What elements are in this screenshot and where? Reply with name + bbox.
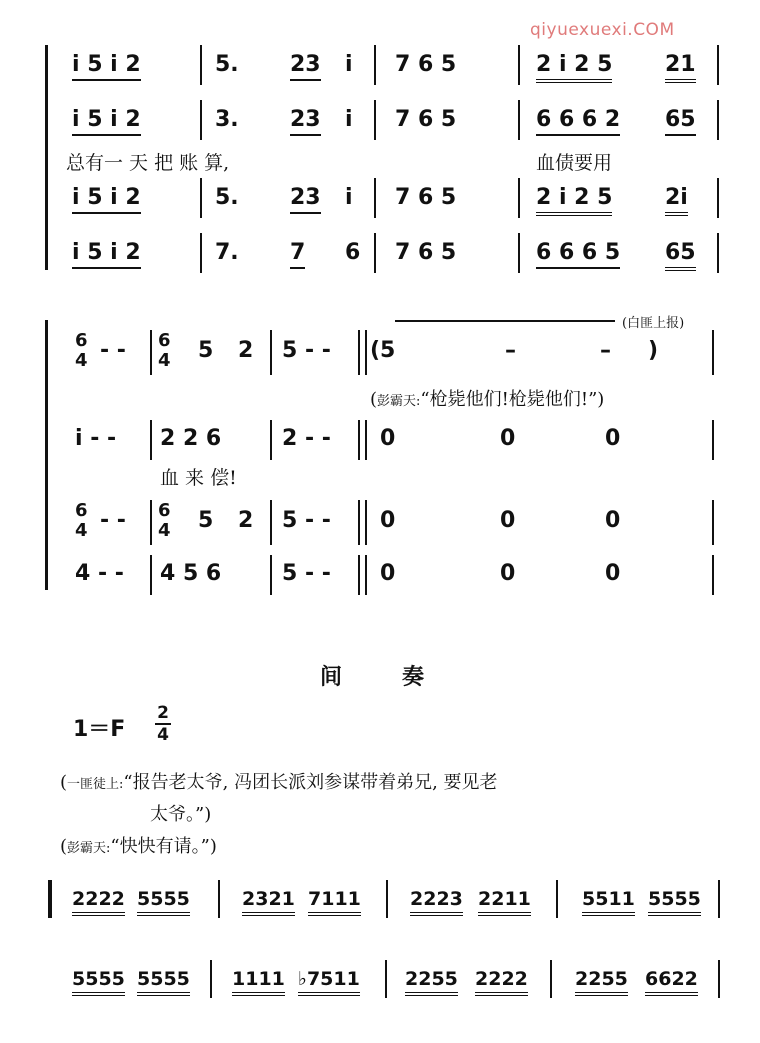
watermark: qiyuexuexi.COM: [530, 20, 675, 40]
s2-r1-m4a: (5: [370, 338, 396, 363]
s2-r3-num: 6: [75, 500, 88, 521]
s2-r3-den2: 4: [158, 520, 171, 541]
il-bar: [550, 960, 552, 998]
s2-bar: [150, 420, 152, 460]
s2-bar: [270, 555, 272, 595]
s2-r1-den: 4: [75, 350, 88, 371]
s1-r3-m3: 7 6 5: [395, 185, 457, 210]
s1-row-2: [0, 107, 760, 147]
s2-r1-num: 6: [75, 330, 88, 351]
s2-r1-m4b: –: [505, 338, 516, 363]
s1-r4-m4a: 6 6 6 5: [536, 240, 620, 269]
s1-r1-m2c: i: [345, 52, 353, 77]
s1-bar: [374, 45, 376, 85]
s1-r4-m2a: 7.: [215, 240, 239, 265]
s2-r4-r3: 0: [605, 561, 621, 586]
s2-bar: [270, 500, 272, 545]
il1-g2: 5555: [137, 888, 190, 916]
s2-r1-n2: 2: [238, 338, 254, 363]
s1-r3-m2a: 5.: [215, 185, 239, 210]
s1-r3-m1: i 5 i 2: [72, 185, 141, 214]
s2-double-bar: [358, 420, 367, 460]
il2-g3: 1111: [232, 968, 285, 996]
s2-bar: [712, 330, 714, 375]
speech2-text: “报告老太爷, 冯团长派刘参谋带着弟兄, 要见老: [123, 772, 498, 793]
s1-bar: [518, 178, 520, 218]
key-signature: 1＝F: [73, 717, 126, 742]
s1-r2-m4b: 65: [665, 107, 696, 136]
s1-r1-m1: i 5 i 2: [72, 52, 141, 81]
s1-r1-m4a: 2 i 2 5: [536, 52, 612, 83]
il2-g8: 6622: [645, 968, 698, 996]
s1-r4-m2c: 6: [345, 240, 361, 265]
s1-bar: [200, 233, 202, 273]
s2-crescendo-line: [395, 320, 615, 322]
s2-speech1-text: “枪毙他们!枪毙他们!”): [420, 389, 605, 410]
s2-r2-m1: i - -: [75, 426, 117, 451]
s2-r2-m3: 2 - -: [282, 426, 331, 451]
interlude-line-1: [0, 888, 760, 928]
s2-bar: [712, 420, 714, 460]
s2-row-3: [0, 500, 760, 548]
s2-r3-r2: 0: [500, 508, 516, 533]
s1-r3-m2b: 23: [290, 185, 321, 214]
s1-bar: [374, 233, 376, 273]
s2-r4-r2: 0: [500, 561, 516, 586]
speech3: (彭霸天:“快快有请。”): [60, 836, 217, 857]
s2-speech1: (彭霸天:“枪毙他们!枪毙他们!”): [370, 389, 605, 410]
s1-r2-m1: i 5 i 2: [72, 107, 141, 136]
speech2: (一匪徒上:“报告老太爷, 冯团长派刘参谋带着弟兄, 要见老: [60, 772, 498, 793]
section-title: 间奏: [320, 664, 485, 690]
s2-r3-r3: 0: [605, 508, 621, 533]
il2-g6: 2222: [475, 968, 528, 996]
s1-r2-m2c: i: [345, 107, 353, 132]
s1-row-1: [0, 52, 760, 92]
s1-bar: [717, 100, 719, 140]
speech2-who: 一匪徒上:: [67, 777, 124, 792]
time-bottom: 4: [157, 725, 169, 745]
s2-r3-den: 4: [75, 520, 88, 541]
s2-r4-m1: 4 - -: [75, 561, 124, 586]
s1-r2-m4a: 6 6 6 2: [536, 107, 620, 136]
il2-g7: 2255: [575, 968, 628, 996]
il-bar: [385, 960, 387, 998]
s2-r1-den2: 4: [158, 350, 171, 371]
il2-g1: 5555: [72, 968, 125, 996]
s2-r1-dash: - -: [100, 338, 126, 363]
s2-row-4: [0, 561, 760, 601]
il2-g2: 5555: [137, 968, 190, 996]
s2-r3-n5: 5: [198, 508, 214, 533]
s1-lyric-b: 血债要用: [536, 152, 613, 174]
s2-bar: [270, 330, 272, 375]
s1-r2-m3: 7 6 5: [395, 107, 457, 132]
s1-r3-m2c: i: [345, 185, 353, 210]
s1-bar: [717, 233, 719, 273]
il2-g4: ♭7511: [298, 968, 360, 996]
s2-bar: [270, 420, 272, 460]
il-bar: [556, 880, 558, 918]
s1-lyric-a: 总有一 天 把 账 算,: [66, 152, 230, 174]
il1-g6: 2211: [478, 888, 531, 916]
il-bar: [210, 960, 212, 998]
il-bar: [218, 880, 220, 918]
s2-r1-m4c: –: [600, 338, 611, 363]
s1-bar: [374, 100, 376, 140]
il1-g3: 2321: [242, 888, 295, 916]
s1-r3-m4b: 2i: [665, 185, 688, 216]
s2-r3-num2: 6: [158, 500, 171, 521]
s1-bar: [200, 100, 202, 140]
s2-note-right: (白匪上报): [622, 316, 685, 331]
il2-g5: 2255: [405, 968, 458, 996]
s2-bar: [712, 555, 714, 595]
s1-bar: [717, 178, 719, 218]
s2-double-bar: [358, 500, 367, 545]
s1-r1-m3: 7 6 5: [395, 52, 457, 77]
il-bar: [386, 880, 388, 918]
s1-bar: [518, 100, 520, 140]
s1-row-3: [0, 185, 760, 225]
il1-g7: 5511: [582, 888, 635, 916]
il1-g4: 7111: [308, 888, 361, 916]
s1-r4-m1: i 5 i 2: [72, 240, 141, 269]
s2-double-bar: [358, 555, 367, 595]
time-signature: [155, 704, 171, 744]
s1-bar: [200, 178, 202, 218]
s1-bar: [717, 45, 719, 85]
s2-bar: [150, 330, 152, 375]
s2-bar: [712, 500, 714, 545]
s2-double-bar: [358, 330, 367, 375]
s1-r1-m4b: 21: [665, 52, 696, 83]
s1-r4-m3: 7 6 5: [395, 240, 457, 265]
il1-g8: 5555: [648, 888, 701, 916]
s2-r2-r3: 0: [605, 426, 621, 451]
s2-r3-r1: 0: [380, 508, 396, 533]
s2-r1-num2: 6: [158, 330, 171, 351]
s1-row-4: [0, 240, 760, 280]
s1-r2-m2b: 23: [290, 107, 321, 136]
s2-r4-m3: 5 - -: [282, 561, 331, 586]
s1-bar: [518, 233, 520, 273]
s2-row-2: [0, 426, 760, 466]
s2-r1-n5: 5: [198, 338, 214, 363]
s1-r3-m4a: 2 i 2 5: [536, 185, 612, 216]
s2-lyric: 血 来 偿!: [160, 467, 237, 489]
s1-r1-m2b: 23: [290, 52, 321, 81]
s2-r3-m3: 5 - -: [282, 508, 331, 533]
speech2-cont: 太爷。”): [150, 804, 212, 825]
s2-r2-r2: 0: [500, 426, 516, 451]
s2-row-1: [0, 330, 760, 378]
speech3-text: “快快有请。”): [110, 836, 217, 857]
s1-bar: [200, 45, 202, 85]
il-bar: [718, 960, 720, 998]
s2-speech1-who: 彭霸天:: [377, 394, 421, 409]
s2-r2-m2: 2 2 6: [160, 426, 222, 451]
s2-r4-r1: 0: [380, 561, 396, 586]
s2-r2-r1: 0: [380, 426, 396, 451]
s2-r1-m4d: ): [648, 338, 659, 363]
s1-bar: [518, 45, 520, 85]
il-repeat-start: [48, 880, 52, 918]
s2-r3-dash: - -: [100, 508, 126, 533]
s1-r4-m2b: 7: [290, 240, 305, 269]
time-top: 2: [157, 703, 169, 723]
s2-r1-m3: 5 - -: [282, 338, 331, 363]
s2-r4-m2: 4 5 6: [160, 561, 222, 586]
interlude-line-2: [0, 968, 760, 1008]
il1-g5: 2223: [410, 888, 463, 916]
speech3-who: 彭霸天:: [67, 841, 111, 856]
s1-bar: [374, 178, 376, 218]
il1-g1: 2222: [72, 888, 125, 916]
s1-r2-m2a: 3.: [215, 107, 239, 132]
s2-bar: [150, 500, 152, 545]
s1-r1-m2a: 5.: [215, 52, 239, 77]
s2-r3-n2: 2: [238, 508, 254, 533]
il-bar: [718, 880, 720, 918]
s2-bar: [150, 555, 152, 595]
s1-r4-m4b: 65: [665, 240, 696, 271]
